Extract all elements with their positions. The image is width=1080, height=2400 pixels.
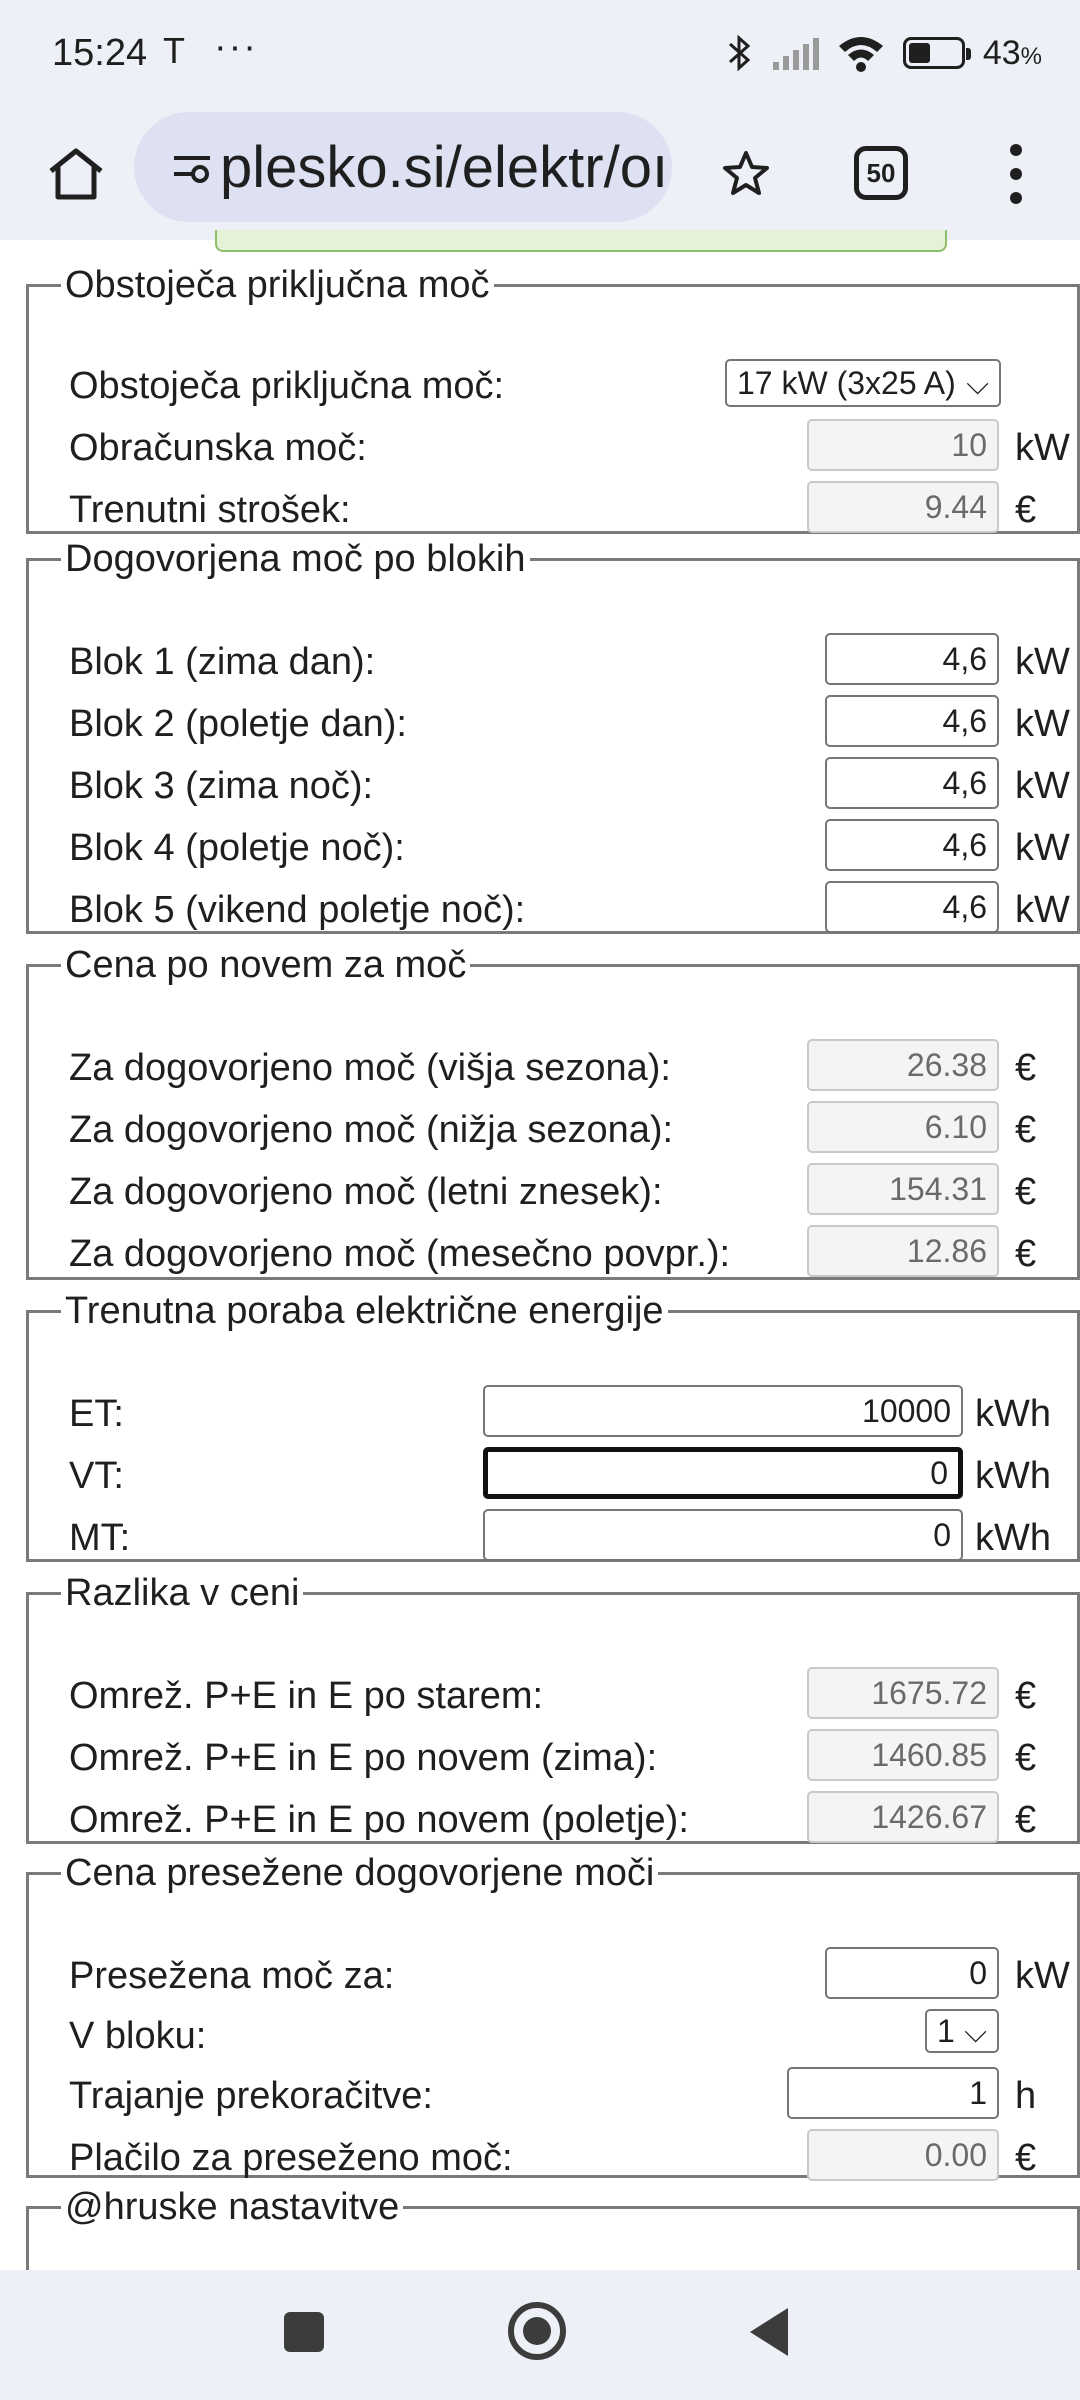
status-time: 15:24 [52, 32, 148, 74]
letni-znesek-field: 154.31 [807, 1163, 999, 1215]
section-legend: Cena presežene dogovorjene moči [65, 1852, 655, 1894]
unit: kW [1015, 827, 1070, 869]
trajanje-input[interactable]: 1 [787, 2067, 999, 2119]
label-blok-5: Blok 5 (vikend poletje noč): [69, 889, 526, 931]
more-vert-icon[interactable] [980, 128, 1052, 220]
label-letni-znesek: Za dogovorjeno moč (letni znesek): [69, 1171, 663, 1213]
label-vt: VT: [69, 1455, 124, 1497]
chevron-down-icon: ⌵ [966, 368, 989, 401]
recents-button[interactable] [284, 2312, 324, 2352]
label-po-novem-poletje: Omrež. P+E in E po novem (poletje): [69, 1799, 689, 1841]
unit: kW [1015, 765, 1070, 807]
unit: € [1015, 1233, 1037, 1275]
trenutni-strosek-field: 9.44 [807, 481, 999, 533]
section-obstojeca [26, 264, 1080, 534]
label-mt: MT: [69, 1517, 131, 1559]
unit: kW [1015, 427, 1070, 469]
home-nav-button[interactable] [508, 2302, 566, 2360]
section-cena-novem [26, 944, 1080, 1280]
section-dogovorjena [26, 538, 1080, 934]
label-trenutni-strosek: Trenutni strošek: [69, 489, 351, 531]
url-text[interactable]: plesko.si/elektr/oı [220, 135, 669, 200]
po-novem-zima-field: 1460.85 [807, 1729, 999, 1781]
visja-sezona-field: 26.38 [807, 1039, 999, 1091]
label-blok-4: Blok 4 (poletje noč): [69, 827, 405, 869]
page-content [0, 240, 1080, 2270]
mesecno-povpr-field: 12.86 [807, 1225, 999, 1277]
label-v-bloku: V bloku: [69, 2015, 207, 2057]
chevron-down-icon: ⌵ [964, 2016, 987, 2049]
unit: kW [1015, 641, 1070, 683]
section-poraba [26, 1290, 1080, 1562]
blok-3-input[interactable]: 4,6 [825, 757, 999, 809]
section-legend: Trenutna poraba električne energije [65, 1290, 664, 1332]
label-blok-1: Blok 1 (zima dan): [69, 641, 376, 683]
unit: € [1015, 1675, 1037, 1717]
obracunska-moc-field: 10 [807, 419, 999, 471]
label-placilo: Plačilo za preseženo moč: [69, 2137, 513, 2179]
wifi-icon [837, 34, 885, 72]
presezena-moc-input[interactable]: 0 [825, 1947, 999, 1999]
blok-4-input[interactable]: 4,6 [825, 819, 999, 871]
unit: € [1015, 1047, 1037, 1089]
unit: kWh [975, 1393, 1051, 1435]
star-icon [721, 149, 771, 199]
section-presezena [26, 1852, 1080, 2178]
section-legend: Razlika v ceni [65, 1572, 300, 1614]
blok-1-input[interactable]: 4,6 [825, 633, 999, 685]
home-icon [47, 147, 105, 201]
label-visja-sezona: Za dogovorjeno moč (višja sezona): [69, 1047, 671, 1089]
address-bar[interactable] [134, 112, 672, 222]
unit: € [1015, 1799, 1037, 1841]
unit: € [1015, 1737, 1037, 1779]
vt-input[interactable]: 0 [483, 1447, 963, 1499]
unit: kW [1015, 703, 1070, 745]
tesla-icon: T [163, 30, 185, 71]
label-prikljucna-moc: Obstoječa priključna moč: [69, 365, 505, 407]
battery-icon [903, 37, 965, 69]
tab-switcher-button[interactable] [836, 140, 928, 232]
unit: kWh [975, 1455, 1051, 1497]
status-bar [0, 0, 1080, 108]
label-mesecno-povpr: Za dogovorjeno moč (mesečno povpr.): [69, 1233, 731, 1275]
prikljucna-moc-select[interactable]: 17 kW (3x25 A) ⌵ [725, 359, 1001, 407]
label-po-novem-zima: Omrež. P+E in E po novem (zima): [69, 1737, 658, 1779]
notice-banner-edge [215, 230, 947, 252]
label-presezena-moc: Presežena moč za: [69, 1955, 395, 1997]
label-blok-3: Blok 3 (zima noč): [69, 765, 374, 807]
home-button[interactable] [30, 128, 122, 220]
v-bloku-select[interactable]: 1 ⌵ [925, 2009, 999, 2053]
blok-5-input[interactable]: 4,6 [825, 881, 999, 933]
label-nizja-sezona: Za dogovorjeno moč (nižja sezona): [69, 1109, 674, 1151]
po-novem-poletje-field: 1426.67 [807, 1791, 999, 1843]
tab-count: 50 [854, 146, 908, 200]
label-blok-2: Blok 2 (poletje dan): [69, 703, 407, 745]
unit: € [1015, 2137, 1037, 2179]
unit: € [1015, 1109, 1037, 1151]
status-icons [727, 30, 1042, 76]
nizja-sezona-field: 6.10 [807, 1101, 999, 1153]
unit: h [1015, 2075, 1037, 2117]
label-trajanje: Trajanje prekoračitve: [69, 2075, 433, 2117]
section-legend: @hruske nastavitve [65, 2186, 400, 2228]
bluetooth-icon [727, 33, 753, 73]
blok-2-input[interactable]: 4,6 [825, 695, 999, 747]
system-nav-bar [0, 2270, 1080, 2400]
label-po-starem: Omrež. P+E in E po starem: [69, 1675, 544, 1717]
mt-input[interactable]: 0 [483, 1509, 963, 1561]
section-legend: Cena po novem za moč [65, 944, 467, 986]
unit: kW [1015, 889, 1070, 931]
placilo-field: 0.00 [807, 2129, 999, 2181]
label-et: ET: [69, 1393, 124, 1435]
section-legend: Obstoječa priključna moč [65, 264, 490, 306]
signal-icon [771, 36, 819, 70]
et-input[interactable]: 10000 [483, 1385, 963, 1437]
unit: kWh [975, 1517, 1051, 1559]
section-legend: Dogovorjena moč po blokih [65, 538, 526, 580]
battery-percent: 43% [982, 33, 1042, 72]
po-starem-field: 1675.72 [807, 1667, 999, 1719]
unit: € [1015, 1171, 1037, 1213]
section-razlika [26, 1572, 1080, 1844]
more-notifications-icon: ··· [214, 26, 258, 68]
label-obracunska-moc: Obračunska moč: [69, 427, 367, 469]
back-button[interactable] [750, 2308, 788, 2356]
tune-icon[interactable] [172, 146, 212, 186]
bookmark-button[interactable] [700, 128, 792, 220]
browser-toolbar [0, 108, 1080, 240]
unit: € [1015, 489, 1037, 531]
unit: kW [1015, 1955, 1070, 1997]
